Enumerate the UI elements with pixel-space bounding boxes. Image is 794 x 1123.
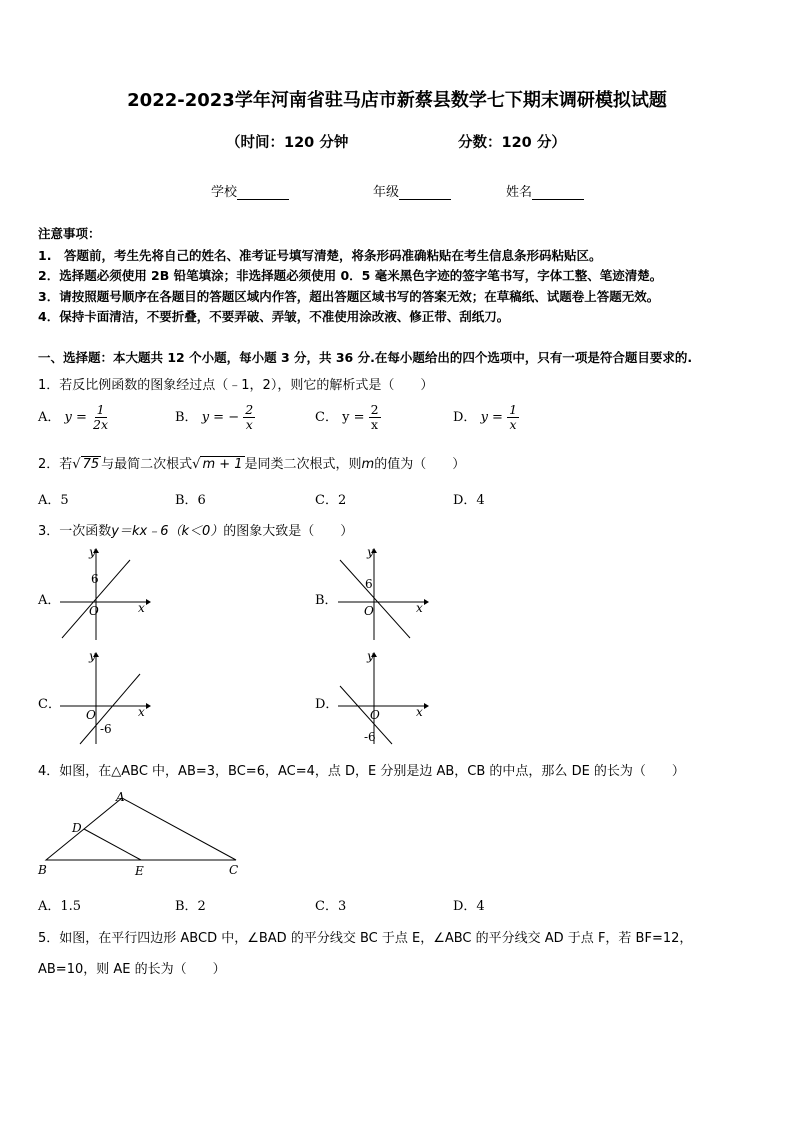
option-label: D． [453, 410, 477, 425]
point-d-label: D [72, 821, 82, 835]
graph-b[interactable] [334, 546, 430, 642]
vertex-c-label: C [229, 863, 239, 877]
origin-label: O [370, 708, 380, 722]
numerator: 1 [96, 402, 105, 417]
numerator: 2 [245, 402, 254, 417]
radicand: m + 1 [202, 457, 243, 472]
section-heading: 一、选择题：本大题共 12 个小题，每小题 3 分，共 36 分.在每小题给出的四个选项中，只有一项是符合题目要求的. [38, 350, 693, 365]
q3-stem [38, 520, 353, 539]
equation-lhs: y = [342, 410, 365, 425]
radical-sign: √ [72, 457, 81, 472]
school-field[interactable] [211, 181, 289, 200]
q2-text: 与最简二次根式 [101, 457, 193, 472]
q4-option-b[interactable]: B．2 [175, 899, 206, 914]
q1-stem: 1．若反比例函数的图象经过点（﹣1，2），则它的解析式是（ ） [38, 378, 434, 393]
denominator: x [371, 417, 379, 432]
exam-time: （时间：120 分钟 [226, 135, 349, 151]
y-label: y [89, 650, 96, 663]
radicand: 75 [82, 457, 100, 472]
q2-option-c[interactable]: C．2 [315, 493, 347, 508]
grade-label: 年级 [373, 185, 400, 200]
school-label: 学校 [211, 185, 238, 200]
y-label: y [367, 546, 374, 559]
q5-stem-line2: AB=10，则 AE 的长为（ ） [38, 962, 226, 977]
fraction [243, 403, 255, 432]
q4-option-a[interactable]: A．1.5 [38, 899, 82, 914]
equation-lhs: y = − [201, 410, 240, 425]
fraction [507, 403, 519, 432]
origin-label: O [86, 708, 96, 722]
q4-option-c[interactable]: C．3 [315, 899, 347, 914]
q3-text: 的图象大致是（ ） [223, 524, 354, 539]
function-expression: y＝kx﹣6（k＜0） [111, 524, 224, 539]
exam-score: 分数：120 分） [458, 135, 566, 151]
q1-option-b[interactable] [175, 403, 255, 432]
fraction [91, 403, 110, 432]
q2-option-d[interactable]: D．4 [453, 493, 485, 508]
q3-option-c[interactable]: C． [38, 697, 61, 712]
origin-label: O [89, 604, 99, 618]
page-title: 2022-2023学年河南省驻马店市新蔡县数学七下期末调研模拟试题 [127, 90, 667, 111]
numerator: 2 [370, 402, 379, 417]
x-arrow [146, 599, 151, 605]
note-item: 1. 答题前，考生先将自己的姓名、准考证号填写清楚，将条形码准确粘贴在考生信息条形码粘贴区。 [38, 248, 602, 263]
intercept-label: -6 [364, 730, 376, 744]
vertex-a-label: A [116, 790, 125, 804]
q2-text: 的值为（ ） [374, 457, 466, 472]
x-arrow [424, 703, 429, 709]
variable: m [361, 457, 375, 472]
q1-option-a[interactable] [38, 403, 110, 432]
fraction [369, 403, 381, 432]
x-label: x [416, 705, 423, 719]
point-e-label: E [135, 864, 144, 878]
name-label: 姓名 [506, 185, 533, 200]
y-label: y [367, 650, 374, 663]
q2-stem [38, 453, 465, 472]
grade-field[interactable] [373, 181, 451, 200]
q3-option-b[interactable]: B． [315, 593, 338, 608]
numerator: 1 [509, 402, 518, 417]
x-arrow [424, 599, 429, 605]
equation-lhs: y = [64, 410, 87, 425]
denominator: x [245, 417, 253, 432]
option-label: C． [315, 410, 338, 425]
q2-option-b[interactable]: B．6 [175, 493, 206, 508]
denominator: 2x [93, 417, 109, 432]
triangle-figure [36, 788, 248, 880]
q4-option-d[interactable]: D．4 [453, 899, 485, 914]
origin-label: O [364, 604, 374, 618]
name-field[interactable] [506, 181, 584, 200]
q1-option-c[interactable] [315, 403, 381, 432]
graph-d[interactable] [334, 650, 430, 746]
note-item: 4．保持卡面清洁，不要折叠，不要弄破、弄皱，不准使用涂改液、修正带、刮纸刀。 [38, 309, 510, 324]
intercept-label: 6 [91, 572, 99, 586]
segment-de [84, 829, 141, 860]
intercept-label: -6 [100, 722, 112, 736]
x-label: x [138, 705, 145, 719]
x-label: x [416, 601, 423, 615]
q5-stem-line1: 5．如图，在平行四边形 ABCD 中，∠BAD 的平分线交 BC 于点 E，∠ABC 的平分线交 AD 于点 F，若 BF=12， [38, 931, 693, 946]
denominator: x [509, 417, 517, 432]
q2-option-a[interactable]: A．5 [38, 493, 69, 508]
x-arrow [146, 703, 151, 709]
intercept-label: 6 [365, 577, 373, 591]
graph-a[interactable] [56, 546, 152, 642]
graph-c[interactable] [56, 650, 152, 746]
q4-stem: 4．如图，在△ABC 中，AB=3，BC=6，AC=4，点 D，E 分别是边 AB，CB 的中点，那么 DE 的长为（ ） [38, 764, 685, 779]
q1-option-d[interactable] [453, 403, 519, 432]
y-label: y [89, 546, 96, 559]
option-label: A． [38, 410, 61, 425]
note-item: 2．选择题必须使用 2B 铅笔填涂；非选择题必须使用 0．5 毫米黑色字迹的签字笔书写，字体工整、笔迹清楚。 [38, 268, 663, 283]
q3-text: 3．一次函数 [38, 524, 112, 539]
note-item: 3．请按照题号顺序在各题目的答题区域内作答，超出答题区域书写的答案无效；在草稿纸、试题卷上答题无效。 [38, 289, 660, 304]
option-label: B． [175, 410, 198, 425]
q2-text: 2．若 [38, 457, 73, 472]
q3-option-d[interactable]: D． [315, 697, 339, 712]
function-line [340, 560, 410, 638]
equation-lhs: y = [480, 410, 503, 425]
q2-text: 是同类二次根式，则 [244, 457, 362, 472]
q3-option-a[interactable]: A． [38, 593, 61, 608]
radical-sign: √ [192, 457, 201, 472]
x-label: x [138, 601, 145, 615]
notes-heading: 注意事项： [38, 226, 101, 241]
vertex-b-label: B [38, 863, 47, 877]
